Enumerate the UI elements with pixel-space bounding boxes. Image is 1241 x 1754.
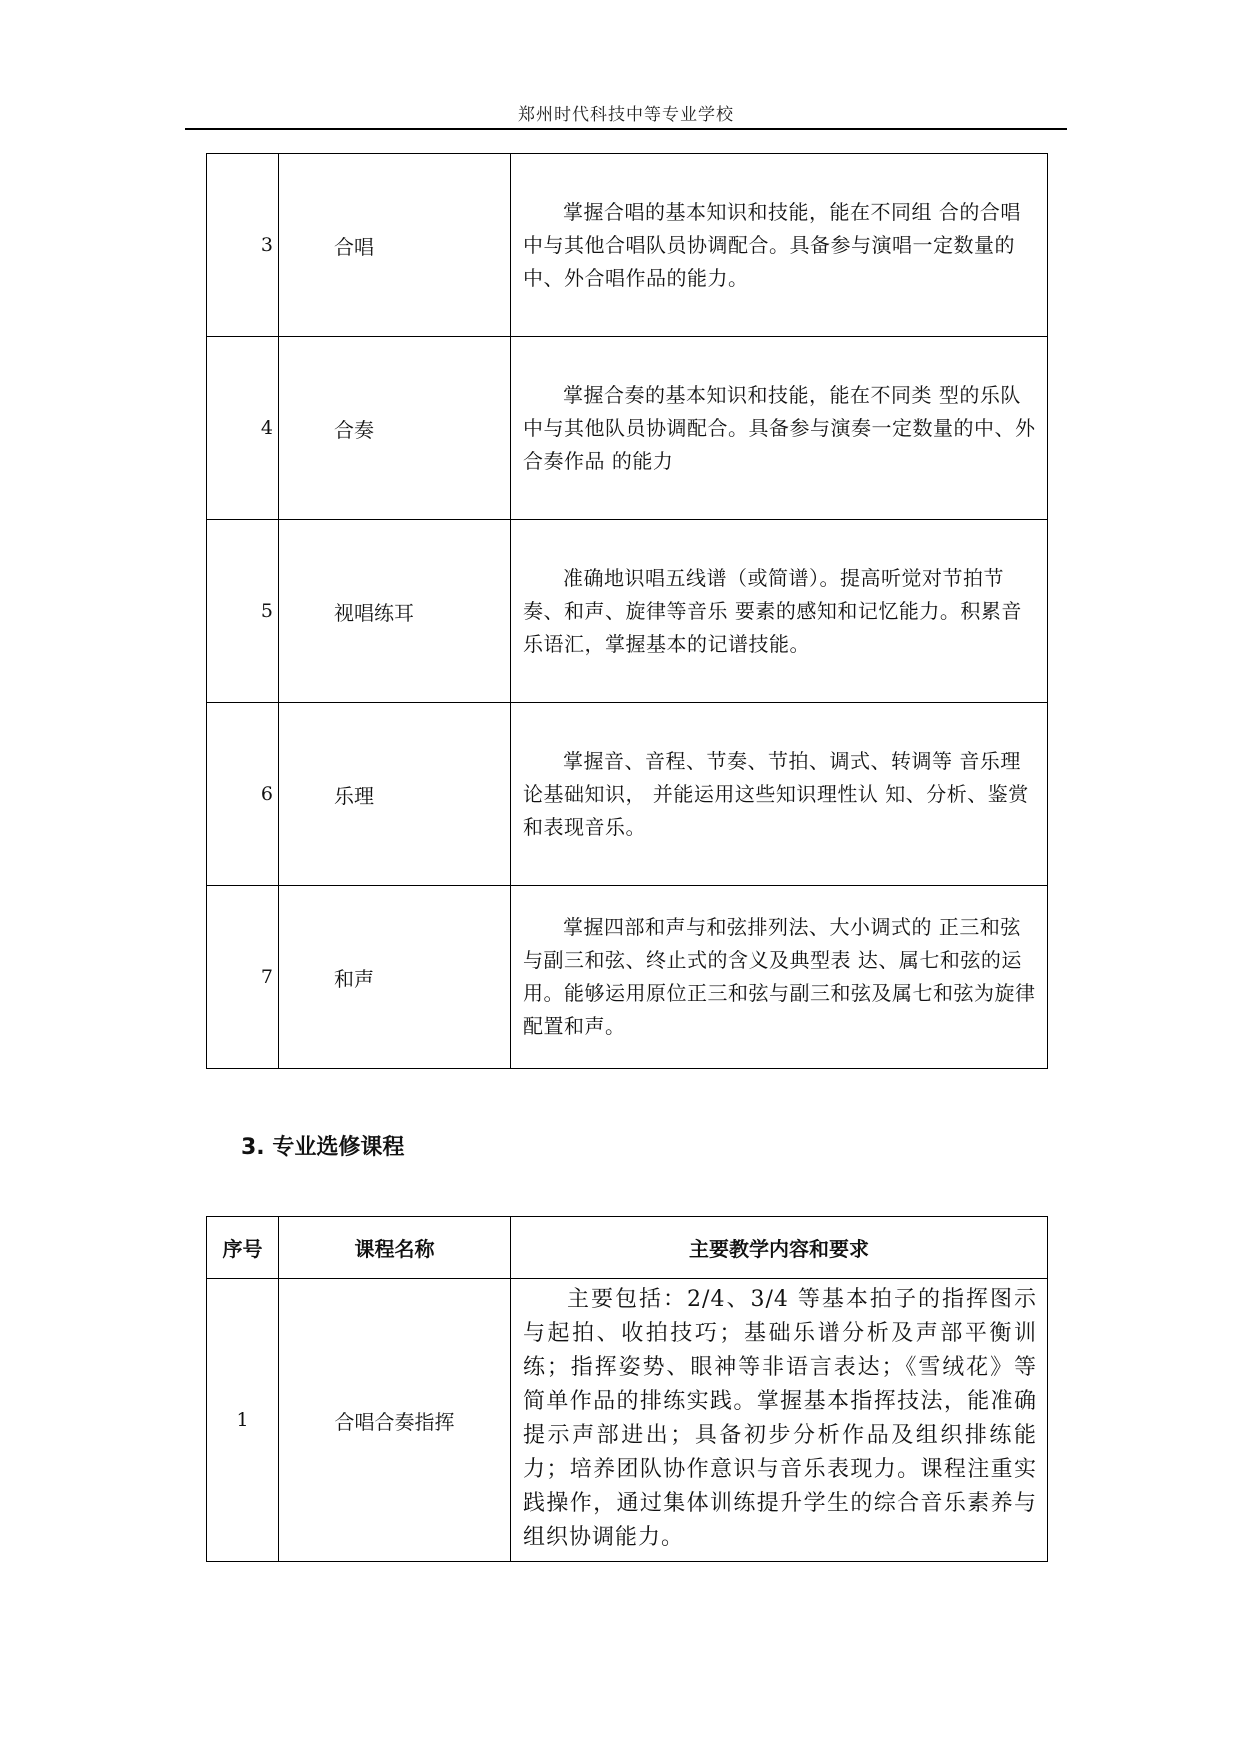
course-name: 合奏 bbox=[279, 337, 511, 520]
row-number: 5 bbox=[207, 520, 279, 703]
header-rule bbox=[185, 128, 1067, 130]
table-row bbox=[207, 703, 1048, 886]
page-header: 郑州时代科技中等专业学校 bbox=[518, 105, 734, 125]
course-description: 掌握合唱的基本知识和技能，能在不同组 合的合唱中与其他合唱队员协调配合。具备参与演唱一定数量的中、外合唱作品的能力。 bbox=[511, 154, 1048, 337]
table-row bbox=[207, 337, 1048, 520]
course-description: 掌握音、音程、节奏、节拍、调式、转调等 音乐理论基础知识， 并能运用这些知识理性认 知、分析、鉴赏和表现音乐。 bbox=[511, 703, 1048, 886]
course-description: 掌握合奏的基本知识和技能，能在不同类 型的乐队中与其他队员协调配合。具备参与演奏一定数量的中、外合奏作品 的能力 bbox=[511, 337, 1048, 520]
core-course-table bbox=[206, 153, 1048, 1069]
row-number: 6 bbox=[207, 703, 279, 886]
row-number: 7 bbox=[207, 886, 279, 1069]
row-number: 4 bbox=[207, 337, 279, 520]
section-title: 3. 专业选修课程 bbox=[241, 1135, 405, 1160]
course-description: 主要包括：2/4、3/4 等基本拍子的指挥图示与起拍、收拍技巧；基础乐谱分析及声部平衡训练；指挥姿势、眼神等非语言表达；《雪绒花》等简单作品的排练实践。掌握基本指挥技法，能准确提示声部进出；具备初步分析作品及组织排练能力；培养团队协作意识与音乐表现力。课程注重实践操作，通过集体训练提升学生的综合音乐素养与组织协调能力。 bbox=[511, 1279, 1048, 1562]
course-name: 合唱合奏指挥 bbox=[279, 1279, 511, 1562]
course-name: 和声 bbox=[279, 886, 511, 1069]
course-name: 视唱练耳 bbox=[279, 520, 511, 703]
header-course-name: 课程名称 bbox=[279, 1217, 511, 1279]
course-description: 掌握四部和声与和弦排列法、大小调式的 正三和弦与副三和弦、终止式的含义及典型表 达、属七和弦的运用。能够运用原位正三和弦与副三和弦及属七和弦为旋律配置和声。 bbox=[511, 886, 1048, 1069]
course-name: 乐理 bbox=[279, 703, 511, 886]
table-row bbox=[207, 154, 1048, 337]
header-content: 主要教学内容和要求 bbox=[511, 1217, 1048, 1279]
course-name: 合唱 bbox=[279, 154, 511, 337]
course-description: 准确地识唱五线谱（或简谱）。提高听觉对节拍节奏、和声、旋律等音乐 要素的感知和记忆能力。积累音乐语汇，掌握基本的记谱技能。 bbox=[511, 520, 1048, 703]
header-number: 序号 bbox=[207, 1217, 279, 1279]
elective-course-table bbox=[206, 1216, 1048, 1562]
table-row bbox=[207, 1279, 1048, 1562]
row-number: 1 bbox=[207, 1279, 279, 1562]
table-header-row bbox=[207, 1217, 1048, 1279]
table-row bbox=[207, 886, 1048, 1069]
row-number: 3 bbox=[207, 154, 279, 337]
table-row bbox=[207, 520, 1048, 703]
